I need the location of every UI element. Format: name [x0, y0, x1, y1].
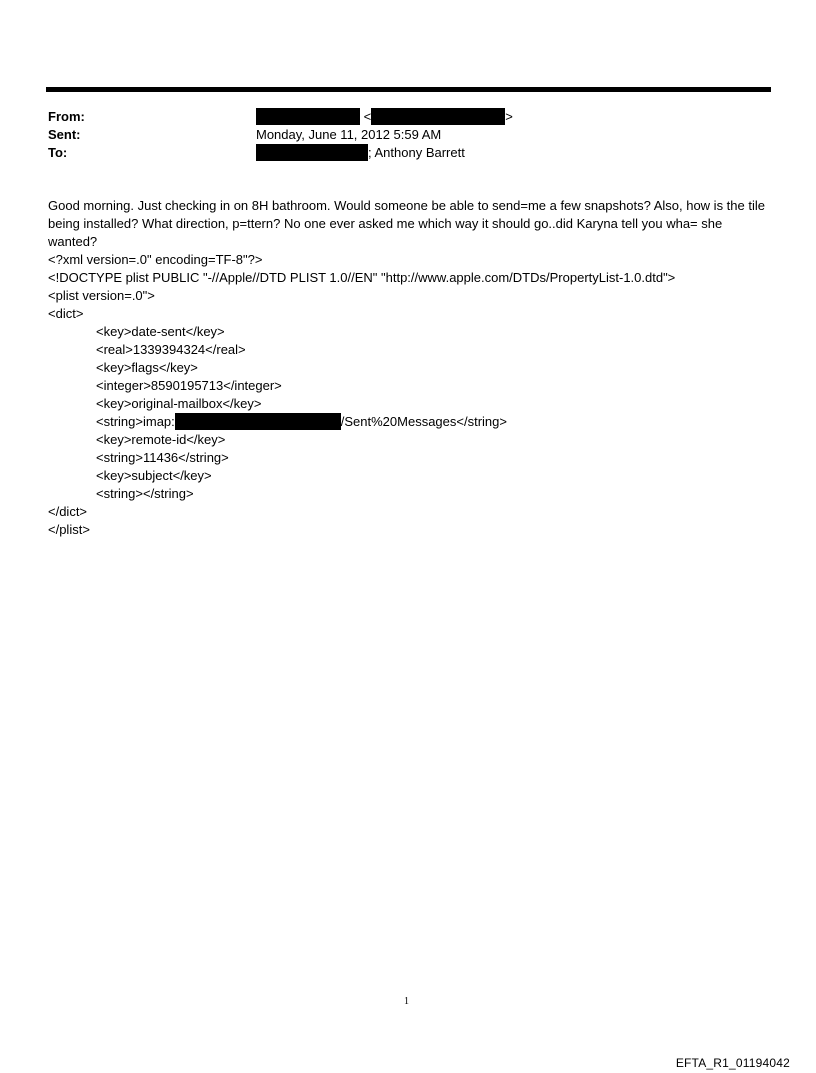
- to-label: To:: [48, 145, 68, 160]
- document-id: EFTA_R1_01194042: [675, 1056, 790, 1070]
- string-imap-suffix: /Sent%20Messages</string>: [340, 414, 507, 429]
- to-row: [48, 144, 768, 162]
- string-subject-line: <string></string>: [96, 486, 194, 501]
- key-subject-line: <key>subject</key>: [96, 468, 212, 483]
- from-close-bracket: >: [505, 109, 513, 124]
- redaction-bar: [256, 108, 360, 125]
- string-remote-id-line: <string>11436</string>: [96, 450, 229, 465]
- key-date-sent-line: <key>date-sent</key>: [96, 324, 225, 339]
- from-label: From:: [48, 109, 85, 124]
- page-number: 1: [404, 996, 409, 1007]
- dict-open-line: <dict>: [48, 306, 84, 321]
- redaction-bar: [256, 144, 368, 161]
- dict-close-line: </dict>: [48, 504, 88, 519]
- to-recipient: ; Anthony Barrett: [368, 145, 465, 160]
- sent-value: Monday, June 11, 2012 5:59 AM: [256, 127, 442, 142]
- real-value-line: <real>1339394324</real>: [96, 342, 246, 357]
- key-flags-line: <key>flags</key>: [96, 360, 198, 375]
- from-row: [48, 108, 768, 126]
- doctype-line: <!DOCTYPE plist PUBLIC "-//Apple//DTD PLIST 1.0//EN" "http://www.apple.com/DTDs/PropertyList-1.0.dtd">: [48, 270, 676, 285]
- key-mailbox-line: <key>original-mailbox</key>: [96, 396, 262, 411]
- message-body: [48, 197, 773, 539]
- from-open-bracket: <: [363, 109, 372, 124]
- xml-declaration: <?xml version=.0" encoding=TF-8"?>: [48, 252, 263, 267]
- sent-label: Sent:: [48, 127, 81, 142]
- redaction-bar: [175, 413, 341, 430]
- redaction-bar: [371, 108, 505, 125]
- to-value: [256, 144, 465, 162]
- header-divider: [46, 87, 771, 92]
- integer-value-line: <integer>8590195713</integer>: [96, 378, 282, 393]
- message-paragraph: Good morning. Just checking in on 8H bathroom. Would someone be able to send=me a few snapshots? Also, how is the tile being installed? What direction, p=ttern? No one ever asked me which way it should go..did Karyna tell you wha= she wanted?: [48, 198, 765, 249]
- plist-open-line: <plist version=.0">: [48, 288, 155, 303]
- plist-close-line: </plist>: [48, 522, 90, 537]
- from-value: [256, 108, 513, 126]
- string-imap-line: [48, 413, 773, 431]
- string-imap-prefix: <string>imap:: [96, 414, 175, 429]
- email-header: [48, 108, 768, 162]
- key-remote-id-line: <key>remote-id</key>: [96, 432, 226, 447]
- sent-row: [48, 126, 768, 144]
